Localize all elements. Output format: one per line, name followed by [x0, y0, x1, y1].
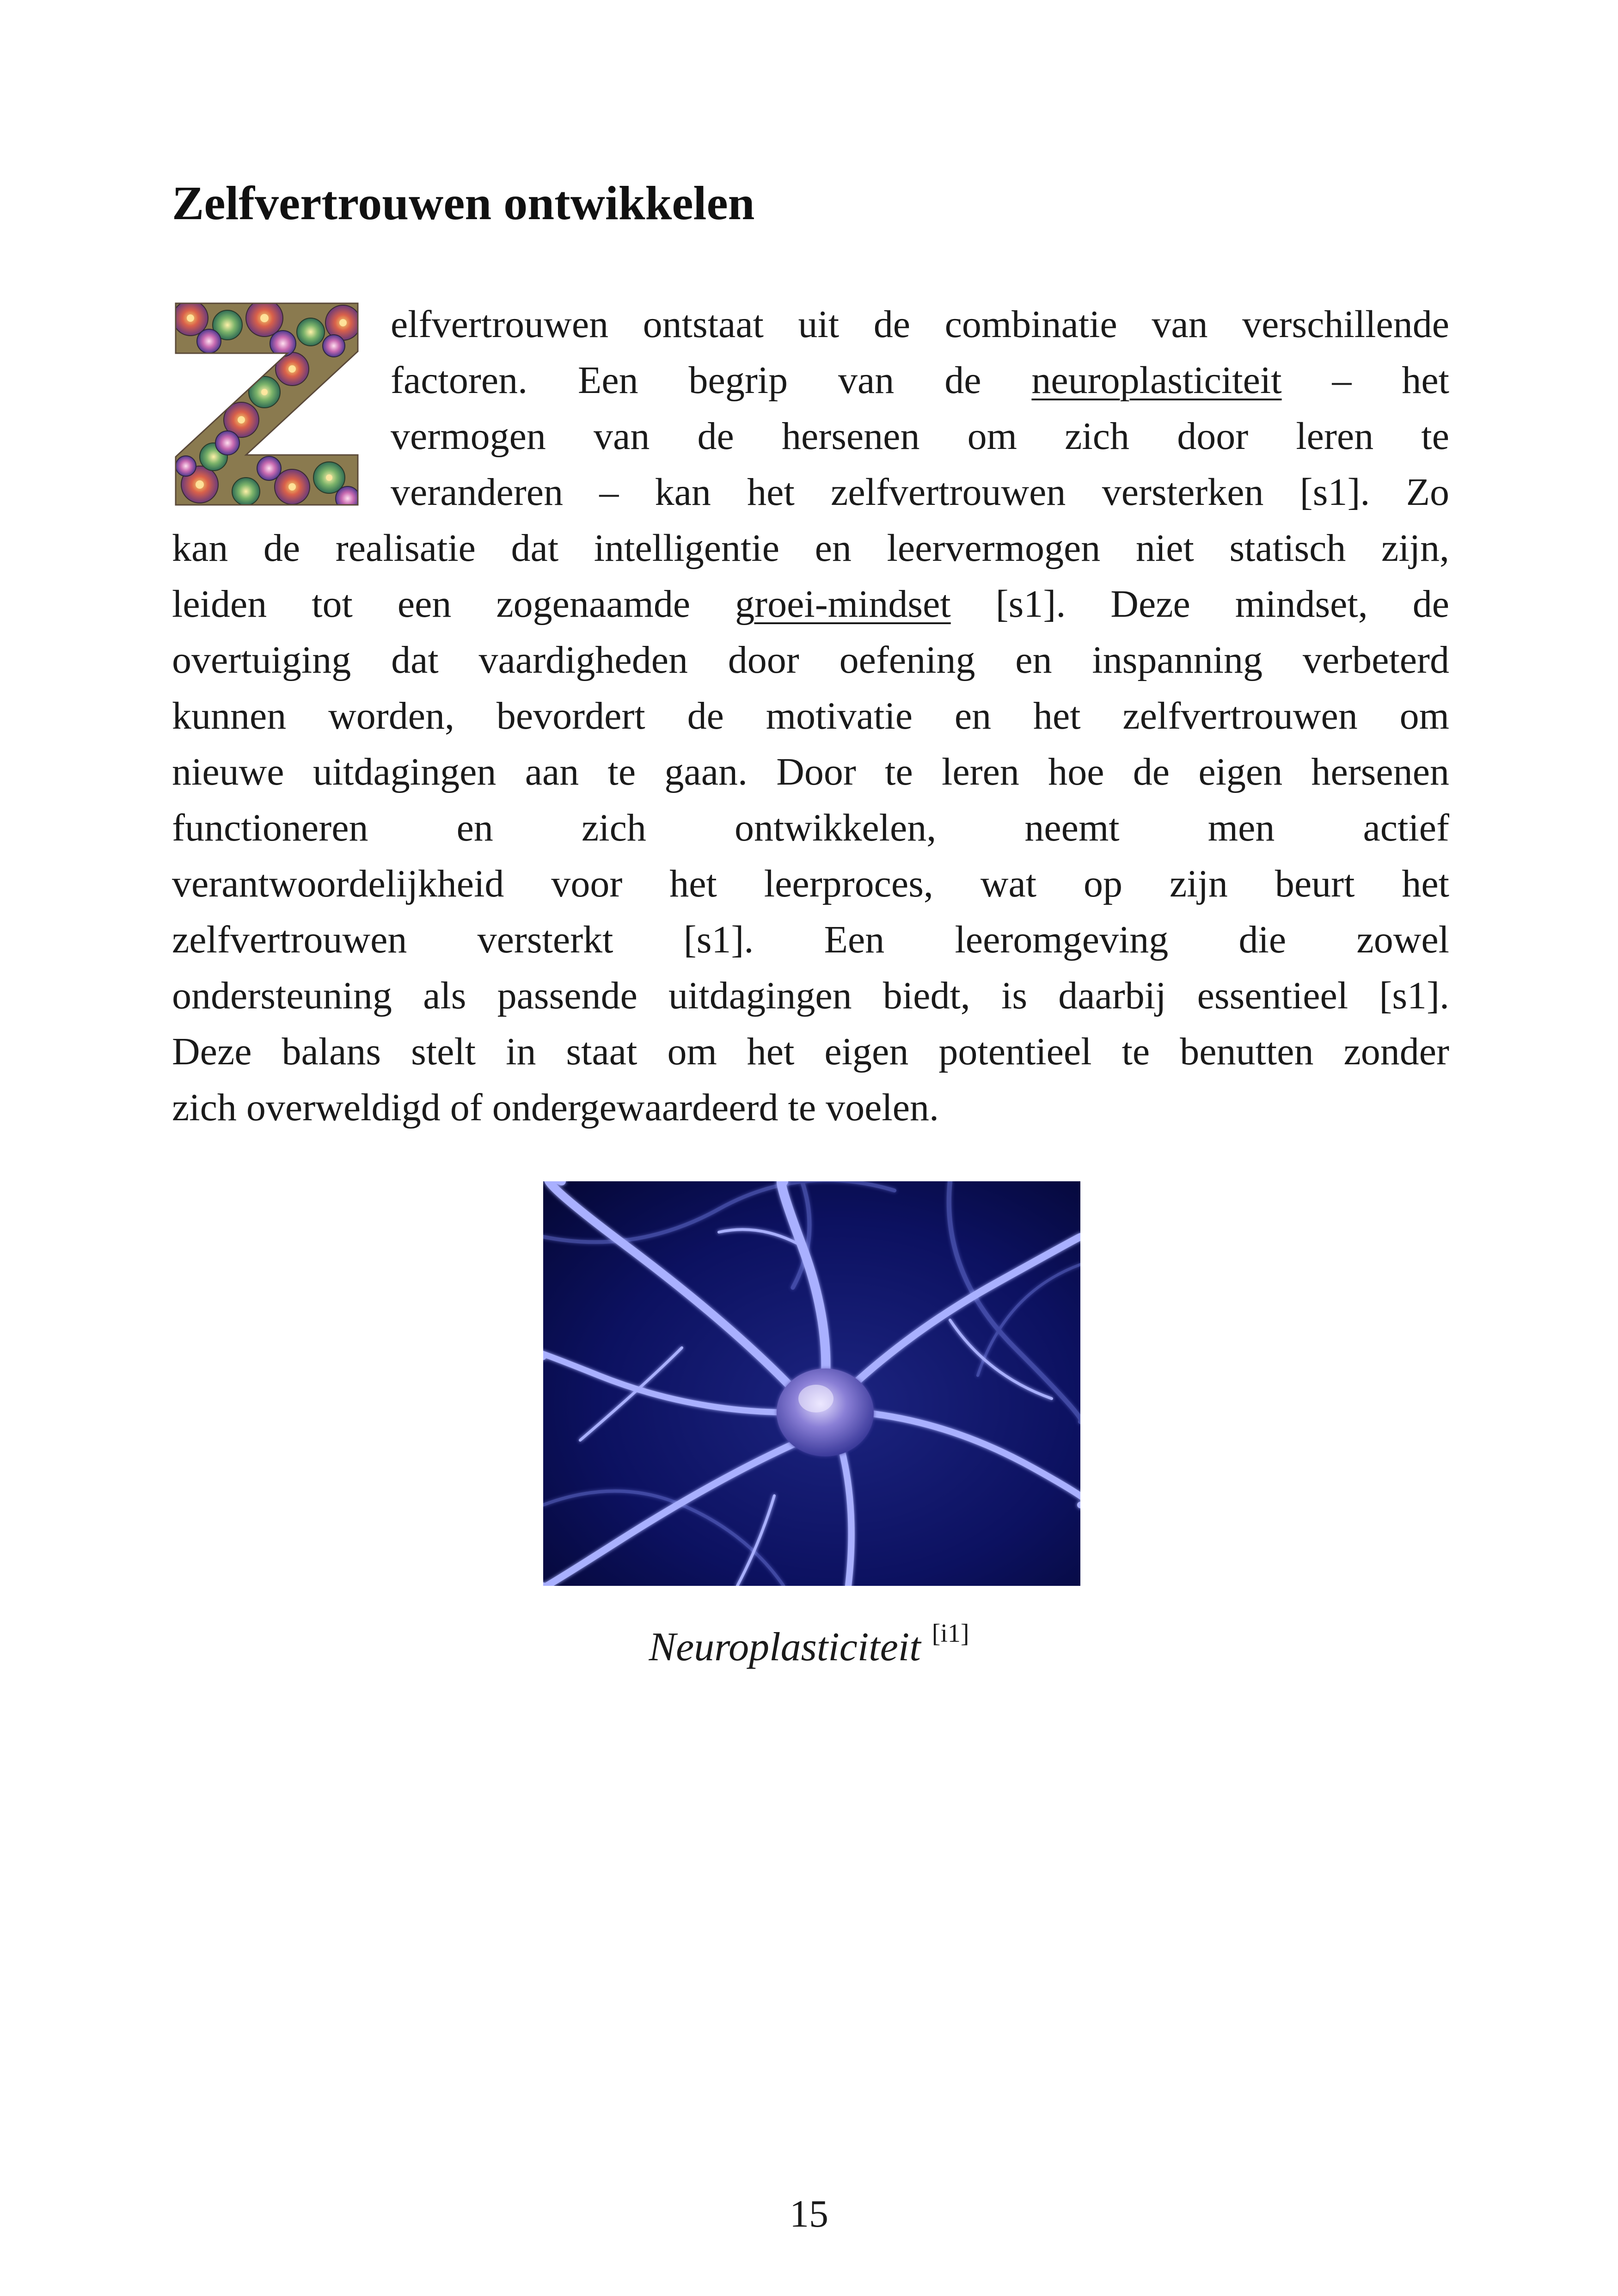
paragraph-line: nieuwe uitdagingen aan te gaan. Door te leren hoe de eigen hersenen — [172, 750, 1449, 793]
floral-dropcap-z-icon — [172, 300, 362, 509]
paragraph-line: veranderen – kan het zelfvertrouwen versterken [s1]. Zo — [391, 471, 1449, 514]
paragraph-line: kan de realisatie dat intelligentie en leervermogen niet statisch zijn, — [172, 527, 1449, 570]
paragraph-line: functioneren en zich ontwikkelen, neemt men actief — [172, 806, 1449, 849]
text-segment: [s1]. Deze mindset, de — [995, 583, 1449, 626]
paragraph-line: zich overweldigd of ondergewaardeerd te voelen. — [172, 1086, 939, 1129]
page-title: Zelfvertrouwen ontwikkelen — [172, 177, 755, 230]
paragraph-line: ondersteuning als passende uitdagingen biedt, is daarbij essentieel [s1]. — [172, 974, 1449, 1017]
paragraph-line: zelfvertrouwen versterkt [s1]. Een leeromgeving die zowel — [172, 918, 1449, 961]
paragraph-line — [391, 352, 1449, 408]
paragraph-line: Deze balans stelt in staat om het eigen potentieel te benutten zonder — [172, 1030, 1449, 1073]
paragraph-line — [172, 576, 1449, 632]
text-segment: leiden tot een zogenaamde — [172, 583, 691, 626]
neuron-image — [543, 1181, 1080, 1586]
text-segment: – het — [1332, 359, 1449, 402]
paragraph-line: verantwoordelijkheid voor het leerproces, wat op zijn beurt het — [172, 862, 1449, 905]
image-reference: [i1] — [932, 1619, 969, 1648]
paragraph-line: elfvertrouwen ontstaat uit de combinatie van verschillende — [391, 303, 1449, 346]
page-number: 15 — [790, 2192, 828, 2235]
groei-mindset-link[interactable]: groei-mindset — [735, 583, 951, 626]
caption-text: Neuroplasticiteit — [649, 1625, 921, 1670]
paragraph-line: overtuiging dat vaardigheden door oefening en inspanning verbeterd — [172, 638, 1449, 681]
text-segment: factoren. Een begrip van de — [391, 359, 981, 402]
neuroplasticiteit-link[interactable]: neuroplasticiteit — [1031, 359, 1282, 402]
figure-caption — [0, 1618, 1618, 1672]
paragraph-line: vermogen van de hersenen om zich door leren te — [391, 415, 1449, 458]
paragraph-line: kunnen worden, bevordert de motivatie en het zelfvertrouwen om — [172, 694, 1449, 737]
